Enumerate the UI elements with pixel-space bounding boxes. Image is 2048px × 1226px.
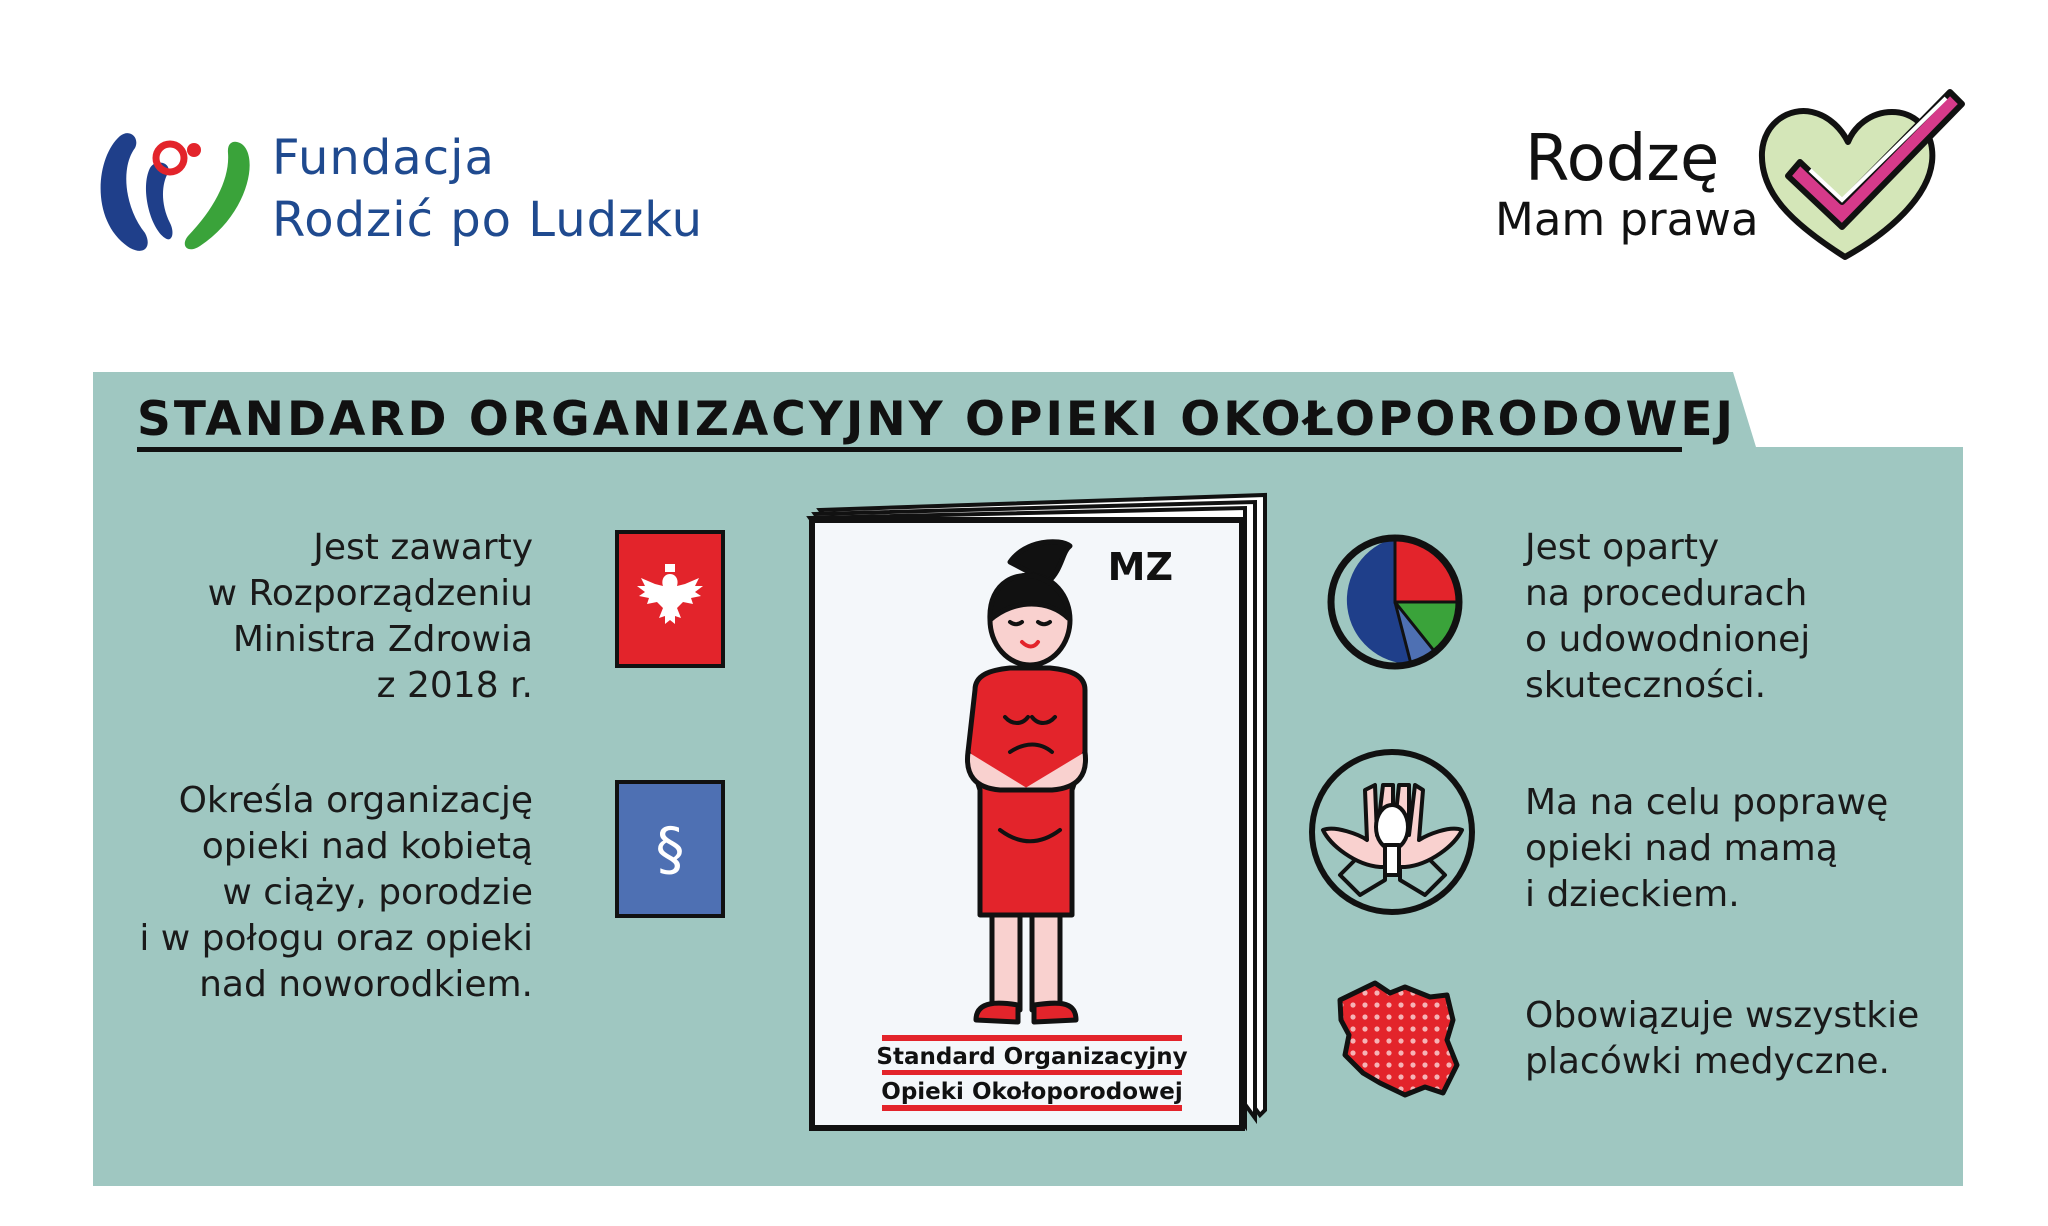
booklet-title-line1: Standard Organizacyjny — [876, 1044, 1188, 1070]
pie-chart-icon — [1325, 532, 1465, 672]
foundation-logo-icon — [90, 128, 260, 258]
organization-text: Określa organizację opieki nad kobietą w ciąży, porodzie i w połogu oraz opieki nad noworodkiem. — [139, 780, 533, 1005]
heart-check-icon — [1750, 82, 1970, 267]
section-title: STANDARD ORGANIZACYJNY OPIEKI OKOŁOPORODOWEJ — [137, 392, 1736, 447]
campaign-title: Rodzę — [1525, 122, 1720, 196]
booklet-publisher: MZ — [1107, 545, 1173, 589]
regulation-text: Jest zawarty w Rozporządzeniu Ministra Zdrowia z 2018 r. — [207, 527, 533, 706]
goal-text: Ma na celu poprawę opieki nad mamą i dzieckiem. — [1525, 782, 1889, 915]
standard-booklet — [800, 490, 1275, 1140]
paragraph-icon: § — [615, 780, 725, 918]
hands-baby-icon — [1305, 745, 1480, 920]
poland-map-icon — [1335, 975, 1465, 1105]
evidence-text: Jest oparty na procedurach o udowodnionej skuteczności. — [1525, 527, 1811, 706]
org-name-line2: Rodzić po Ludzku — [272, 192, 704, 248]
polish-eagle-icon — [615, 530, 725, 668]
campaign-subtitle: Mam prawa — [1495, 193, 1759, 246]
title-underline — [137, 447, 1682, 452]
org-name-line1: Fundacja — [272, 130, 495, 186]
coverage-text: Obowiązuje wszystkie placówki medyczne. — [1525, 995, 1920, 1082]
booklet-title-line2: Opieki Okołoporodowej — [881, 1079, 1183, 1105]
